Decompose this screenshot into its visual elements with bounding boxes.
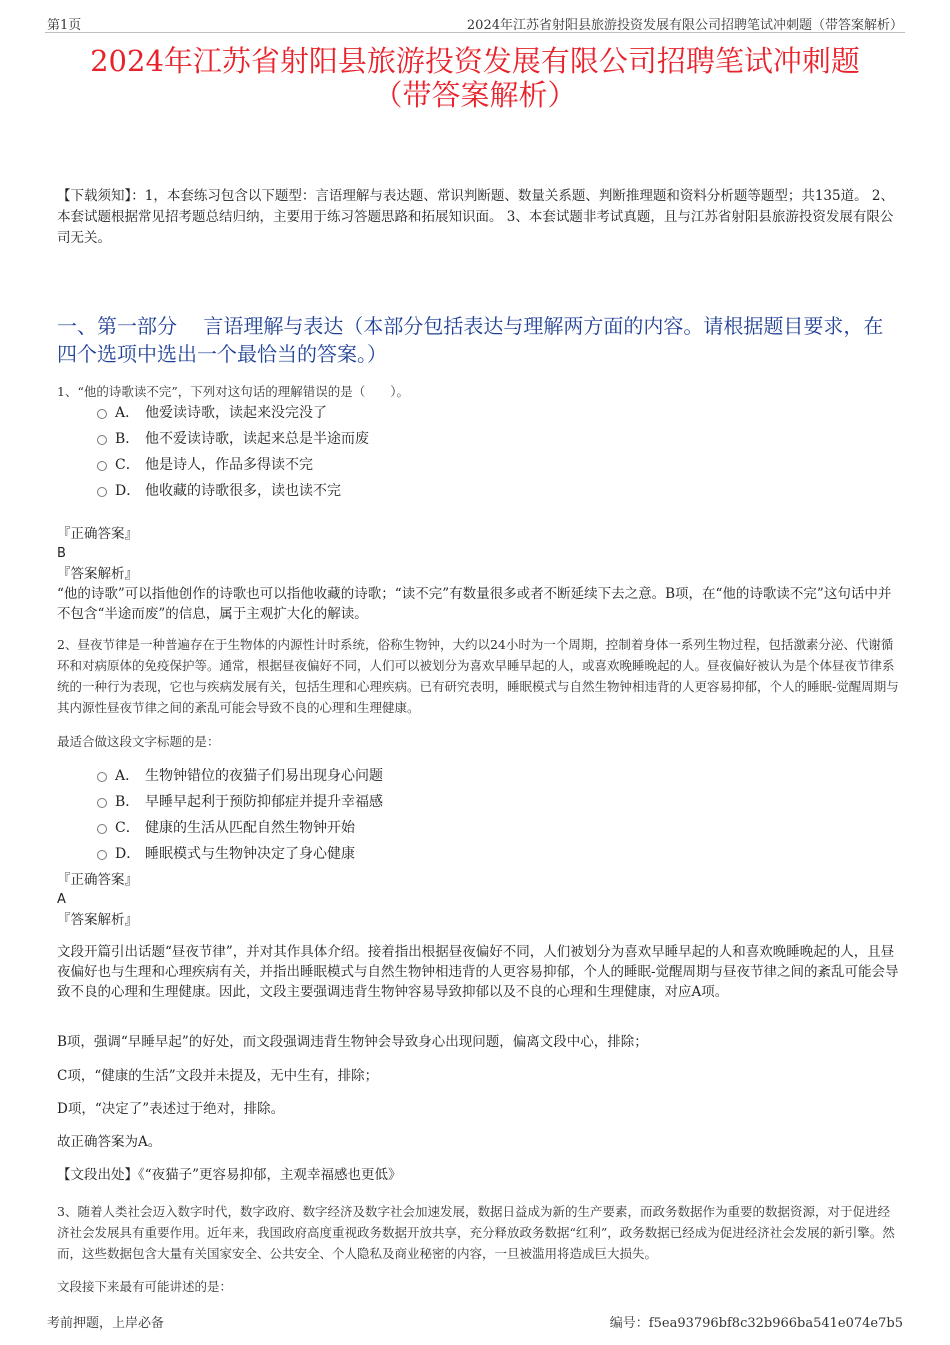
option-text: 健康的生活从匹配自然生物钟开始: [145, 820, 355, 836]
page-header: [45, 12, 905, 33]
q2-analysis-p3: C项，“健康的生活”文段并未提及，无中生有，排除；: [57, 1068, 379, 1084]
title-line-1: 2024年江苏省射阳县旅游投资发展有限公司招聘笔试冲刺题: [90, 44, 860, 78]
q2-source: 【文段出处】《“夜猫子”更容易抑郁，主观幸福感也更低》: [57, 1167, 402, 1183]
option-text: 睡眠模式与生物钟决定了身心健康: [145, 846, 355, 862]
radio-icon[interactable]: [97, 850, 107, 860]
q1-answer-block: [57, 524, 900, 624]
analysis-label: 『答案解析』: [57, 912, 138, 928]
radio-icon[interactable]: [97, 487, 107, 497]
option-letter: C．: [115, 820, 140, 836]
q3-prompt: 文段接下来最有可能讲述的是：: [57, 1279, 233, 1294]
q1-stem: 1、“他的诗歌读不完”，下列对这句话的理解错误的是（ ）。: [57, 384, 409, 399]
radio-icon[interactable]: [97, 409, 107, 419]
q2-answer-block: [57, 870, 900, 930]
option-letter: A．: [115, 405, 140, 421]
radio-icon[interactable]: [97, 824, 107, 834]
option-letter: B．: [115, 794, 140, 810]
correct-answer: B: [57, 546, 66, 561]
document-title: [20, 44, 930, 112]
option-text: 他收藏的诗歌很多，读也读不完: [145, 483, 341, 499]
page-number: 第1页: [47, 18, 82, 33]
section-heading: 一、第一部分 言语理解与表达（本部分包括表达与理解两方面的内容。请根据题目要求，在四个选项中选出一个最恰当的答案。）: [57, 314, 884, 366]
q2-analysis-p4: D项，“决定了”表述过于绝对，排除。: [57, 1101, 285, 1117]
option-letter: C．: [115, 457, 140, 473]
option-text: 生物钟错位的夜猫子们易出现身心问题: [145, 768, 383, 784]
title-line-2: （带答案解析）: [373, 78, 577, 112]
answer-label: 『正确答案』: [57, 526, 138, 542]
download-notice: 【下载须知】：1，本套练习包含以下题型：言语理解与表达题、常识判断题、数量关系题、判断推理题和资料分析题等题型；共135道。 2、本套试题根据常见招考题总结归纳，主要用于练习答题思路和拓展知识面。 3、本套试题非考试真题，且与江苏省射阳县旅游投资发展有限公司无关。: [57, 188, 894, 246]
option-letter: B．: [115, 431, 140, 447]
radio-icon[interactable]: [97, 435, 107, 445]
answer-label: 『正确答案』: [57, 872, 138, 888]
q2-analysis-p5: 故正确答案为A。: [57, 1134, 162, 1150]
header-doc-title: 2024年江苏省射阳县旅游投资发展有限公司招聘笔试冲刺题（带答案解析）: [466, 18, 903, 33]
option-text: 早睡早起利于预防抑郁症并提升幸福感: [145, 794, 383, 810]
q3-stem: 3、随着人类社会迈入数字时代，数字政府、数字经济及数字社会加速发展，数据日益成为新的生产要素，而政务数据作为重要的数据资源，对于促进经济社会发展具有重要作用。近年来，我国政府高度重视政务数据开放共享，充分释放政务数据“红利”，政务数据已经成为促进经济社会发展的新引擎。然而，这些数据包含大量有关国家安全、公共安全、个人隐私及商业秘密的内容，一旦被滥用将造成巨大损失。: [57, 1204, 895, 1261]
option-text: 他爱读诗歌，读起来没完没了: [145, 405, 327, 421]
footer-doc-id: 编号：f5ea93796bf8c32b966ba541e074e7b5: [609, 1316, 903, 1331]
option-text: 他不爱读诗歌，读起来总是半途而废: [145, 431, 369, 447]
option-letter: D．: [115, 483, 141, 499]
q2-analysis-p1: 文段开篇引出话题“昼夜节律”，并对其作具体介绍。接着指出根据昼夜偏好不同，人们被划分为喜欢早睡早起的人和喜欢晚睡晚起的人，且昼夜偏好也与生理和心理疾病有关，并指出睡眠模式与自然生物钟相违背的人更容易抑郁，个人的睡眠-觉醒周期与昼夜节律之间的紊乱可能会导致不良的心理和生理健康。因此，文段主要强调违背生物钟容易导致抑郁以及不良的心理和生理健康，对应A项。: [57, 944, 899, 1000]
q2-analysis-p2: B项，强调“早睡早起”的好处，而文段强调违背生物钟会导致身心出现问题，偏离文段中心，排除；: [57, 1034, 648, 1050]
radio-icon[interactable]: [97, 798, 107, 808]
radio-icon[interactable]: [97, 461, 107, 471]
analysis-text: “他的诗歌”可以指他创作的诗歌也可以指他收藏的诗歌；“读不完”有数量很多或者不断延续下去之意。B项，在“他的诗歌读不完”这句话中并不包含“半途而废”的信息，属于主观扩大化的解读。: [57, 586, 892, 622]
radio-icon[interactable]: [97, 772, 107, 782]
analysis-label: 『答案解析』: [57, 566, 138, 582]
correct-answer: A: [57, 892, 66, 907]
option-letter: A．: [115, 768, 140, 784]
q2-prompt: 最适合做这段文字标题的是：: [57, 734, 220, 749]
option-letter: D．: [115, 846, 141, 862]
q2-stem: 2、昼夜节律是一种普遍存在于生物体的内源性计时系统，俗称生物钟，大约以24小时为一个周期，控制着身体一系列生物过程，包括激素分泌、代谢循环和对病原体的免疫保护等。通常，根据昼夜偏好不同，人们可以被划分为喜欢早睡早起的人，或喜欢晚睡晚起的人。昼夜偏好被认为是个体昼夜节律系统的一种行为表现，它也与疾病发展有关，包括生理和心理疾病。已有研究表明，睡眠模式与自然生物钟相违背的人更容易抑郁，个人的睡眠-觉醒周期与其内源性昼夜节律之间的紊乱可能会导致不良的心理和生理健康。: [57, 637, 899, 715]
option-text: 他是诗人，作品多得读不完: [145, 457, 313, 473]
footer-slogan: 考前押题，上岸必备: [47, 1316, 165, 1331]
